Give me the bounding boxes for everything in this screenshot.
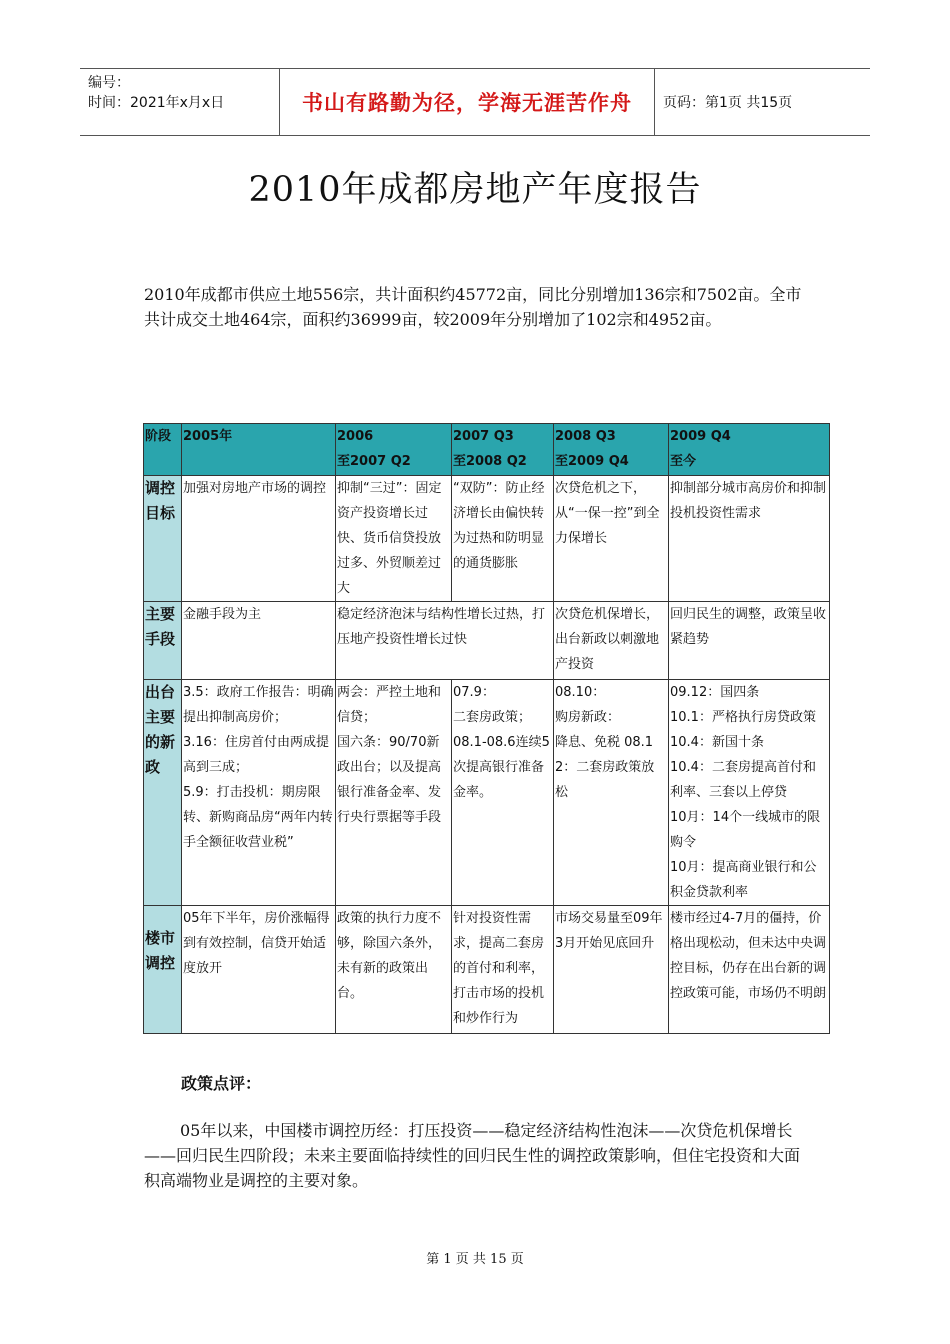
table-cell: 回归民生的调整，政策呈收紧趋势 (669, 602, 830, 680)
table-cell: 市场交易量至09年3月开始见底回升 (554, 906, 669, 1034)
row-label: 主要手段 (144, 602, 182, 680)
header-cell: 2009 Q4 至今 (669, 424, 830, 476)
table-cell: 07.9： 二套房政策； 08.1-08.6连续5次提高银行准备金率。 (452, 680, 554, 906)
table-cell: 两会：严控土地和信贷； 国六条：90/70新政出台；以及提高银行准备金率、发行央行票据等手段 (336, 680, 452, 906)
table-row (144, 602, 830, 680)
table-cell: 次贷危机保增长，出台新政以刺激地产投资 (554, 602, 669, 680)
comment-paragraph: 05年以来，中国楼市调控历经：打压投资——稳定经济结构性泡沫——次贷危机保增长——回归民生四阶段；未来主要面临持续性的回归民生性的调控政策影响，但住宅投资和大面积高端物业是调控的主要对象。 (144, 1121, 801, 1190)
table-cell: “双防”：防止经济增长由偏快转为过热和防明显的通货膨胀 (452, 476, 554, 602)
table-header-row (144, 424, 830, 476)
table-cell: 3.5：政府工作报告：明确提出抑制高房价； 3.16：住房首付由两成提高到三成； 5.9：打击投机：期房限转、新购商品房“两年内转手全额征收营业税” (182, 680, 336, 906)
table-row (144, 680, 830, 906)
header-meta (80, 69, 280, 135)
row-label: 调控目标 (144, 476, 182, 602)
table-cell: 05年下半年，房价涨幅得到有效控制，信贷开始适度放开 (182, 906, 336, 1034)
table-cell: 政策的执行力度不够，除国六条外，未有新的政策出台。 (336, 906, 452, 1034)
table-cell: 楼市经过4-7月的僵持，价格出现松动，但未达中央调控目标，仍存在出台新的调控政策可能，市场仍不明朗 (669, 906, 830, 1034)
table-cell: 抑制部分城市高房价和抑制投机投资性需求 (669, 476, 830, 602)
table-row (144, 476, 830, 602)
table-cell: 08.10： 购房新政： 降息、免税 08.12：二套房政策放松 (554, 680, 669, 906)
header-motto: 书山有路勤为径，学海无涯苦作舟 (280, 69, 655, 135)
page-footer: 第 1 页 共 15 页 (426, 1252, 524, 1267)
table-cell: 次贷危机之下，从“一保一控”到全力保增长 (554, 476, 669, 602)
header-cell: 2005年 (182, 424, 336, 476)
header-cell: 2006 至2007 Q2 (336, 424, 452, 476)
row-label: 出台主要的新政 (144, 680, 182, 906)
document-header (80, 68, 870, 136)
page-title: 2010年成都房地产年度报告 (248, 170, 702, 210)
table-cell: 稳定经济泡沫与结构性增长过热，打压地产投资性增长过快 (336, 602, 554, 680)
table-cell: 09.12：国四条 10.1：严格执行房贷政策 10.4：新国十条 10.4：二套房提高首付和利率、三套以上停贷 10月：14个一线城市的限购令 10月：提高商业银行和公积金贷款利率 (669, 680, 830, 906)
number-label: 编号： (88, 75, 130, 91)
header-cell: 阶段 (144, 424, 182, 476)
intro-paragraph: 2010年成都市供应土地556宗，共计面积约45772亩，同比分别增加136宗和7502亩。全市共计成交土地464宗，面积约36999亩，较2009年分别增加了102宗和4952亩。 (144, 285, 802, 329)
time-label: 时间：2021年x月x日 (88, 95, 225, 111)
table-cell: 加强对房地产市场的调控 (182, 476, 336, 602)
table-cell: 抑制“三过”：固定资产投资增长过快、货币信贷投放过多、外贸顺差过大 (336, 476, 452, 602)
header-page-info: 页码：第1页 共15页 (663, 95, 793, 111)
header-cell: 2008 Q3 至2009 Q4 (554, 424, 669, 476)
header-cell: 2007 Q3 至2008 Q2 (452, 424, 554, 476)
row-label: 楼市调控 (144, 906, 182, 1034)
comment-heading: 政策点评： (181, 1074, 262, 1093)
table-cell: 金融手段为主 (182, 602, 336, 680)
policy-table (143, 423, 830, 1034)
table-row (144, 906, 830, 1034)
table-cell: 针对投资性需求，提高二套房的首付和利率，打击市场的投机和炒作行为 (452, 906, 554, 1034)
